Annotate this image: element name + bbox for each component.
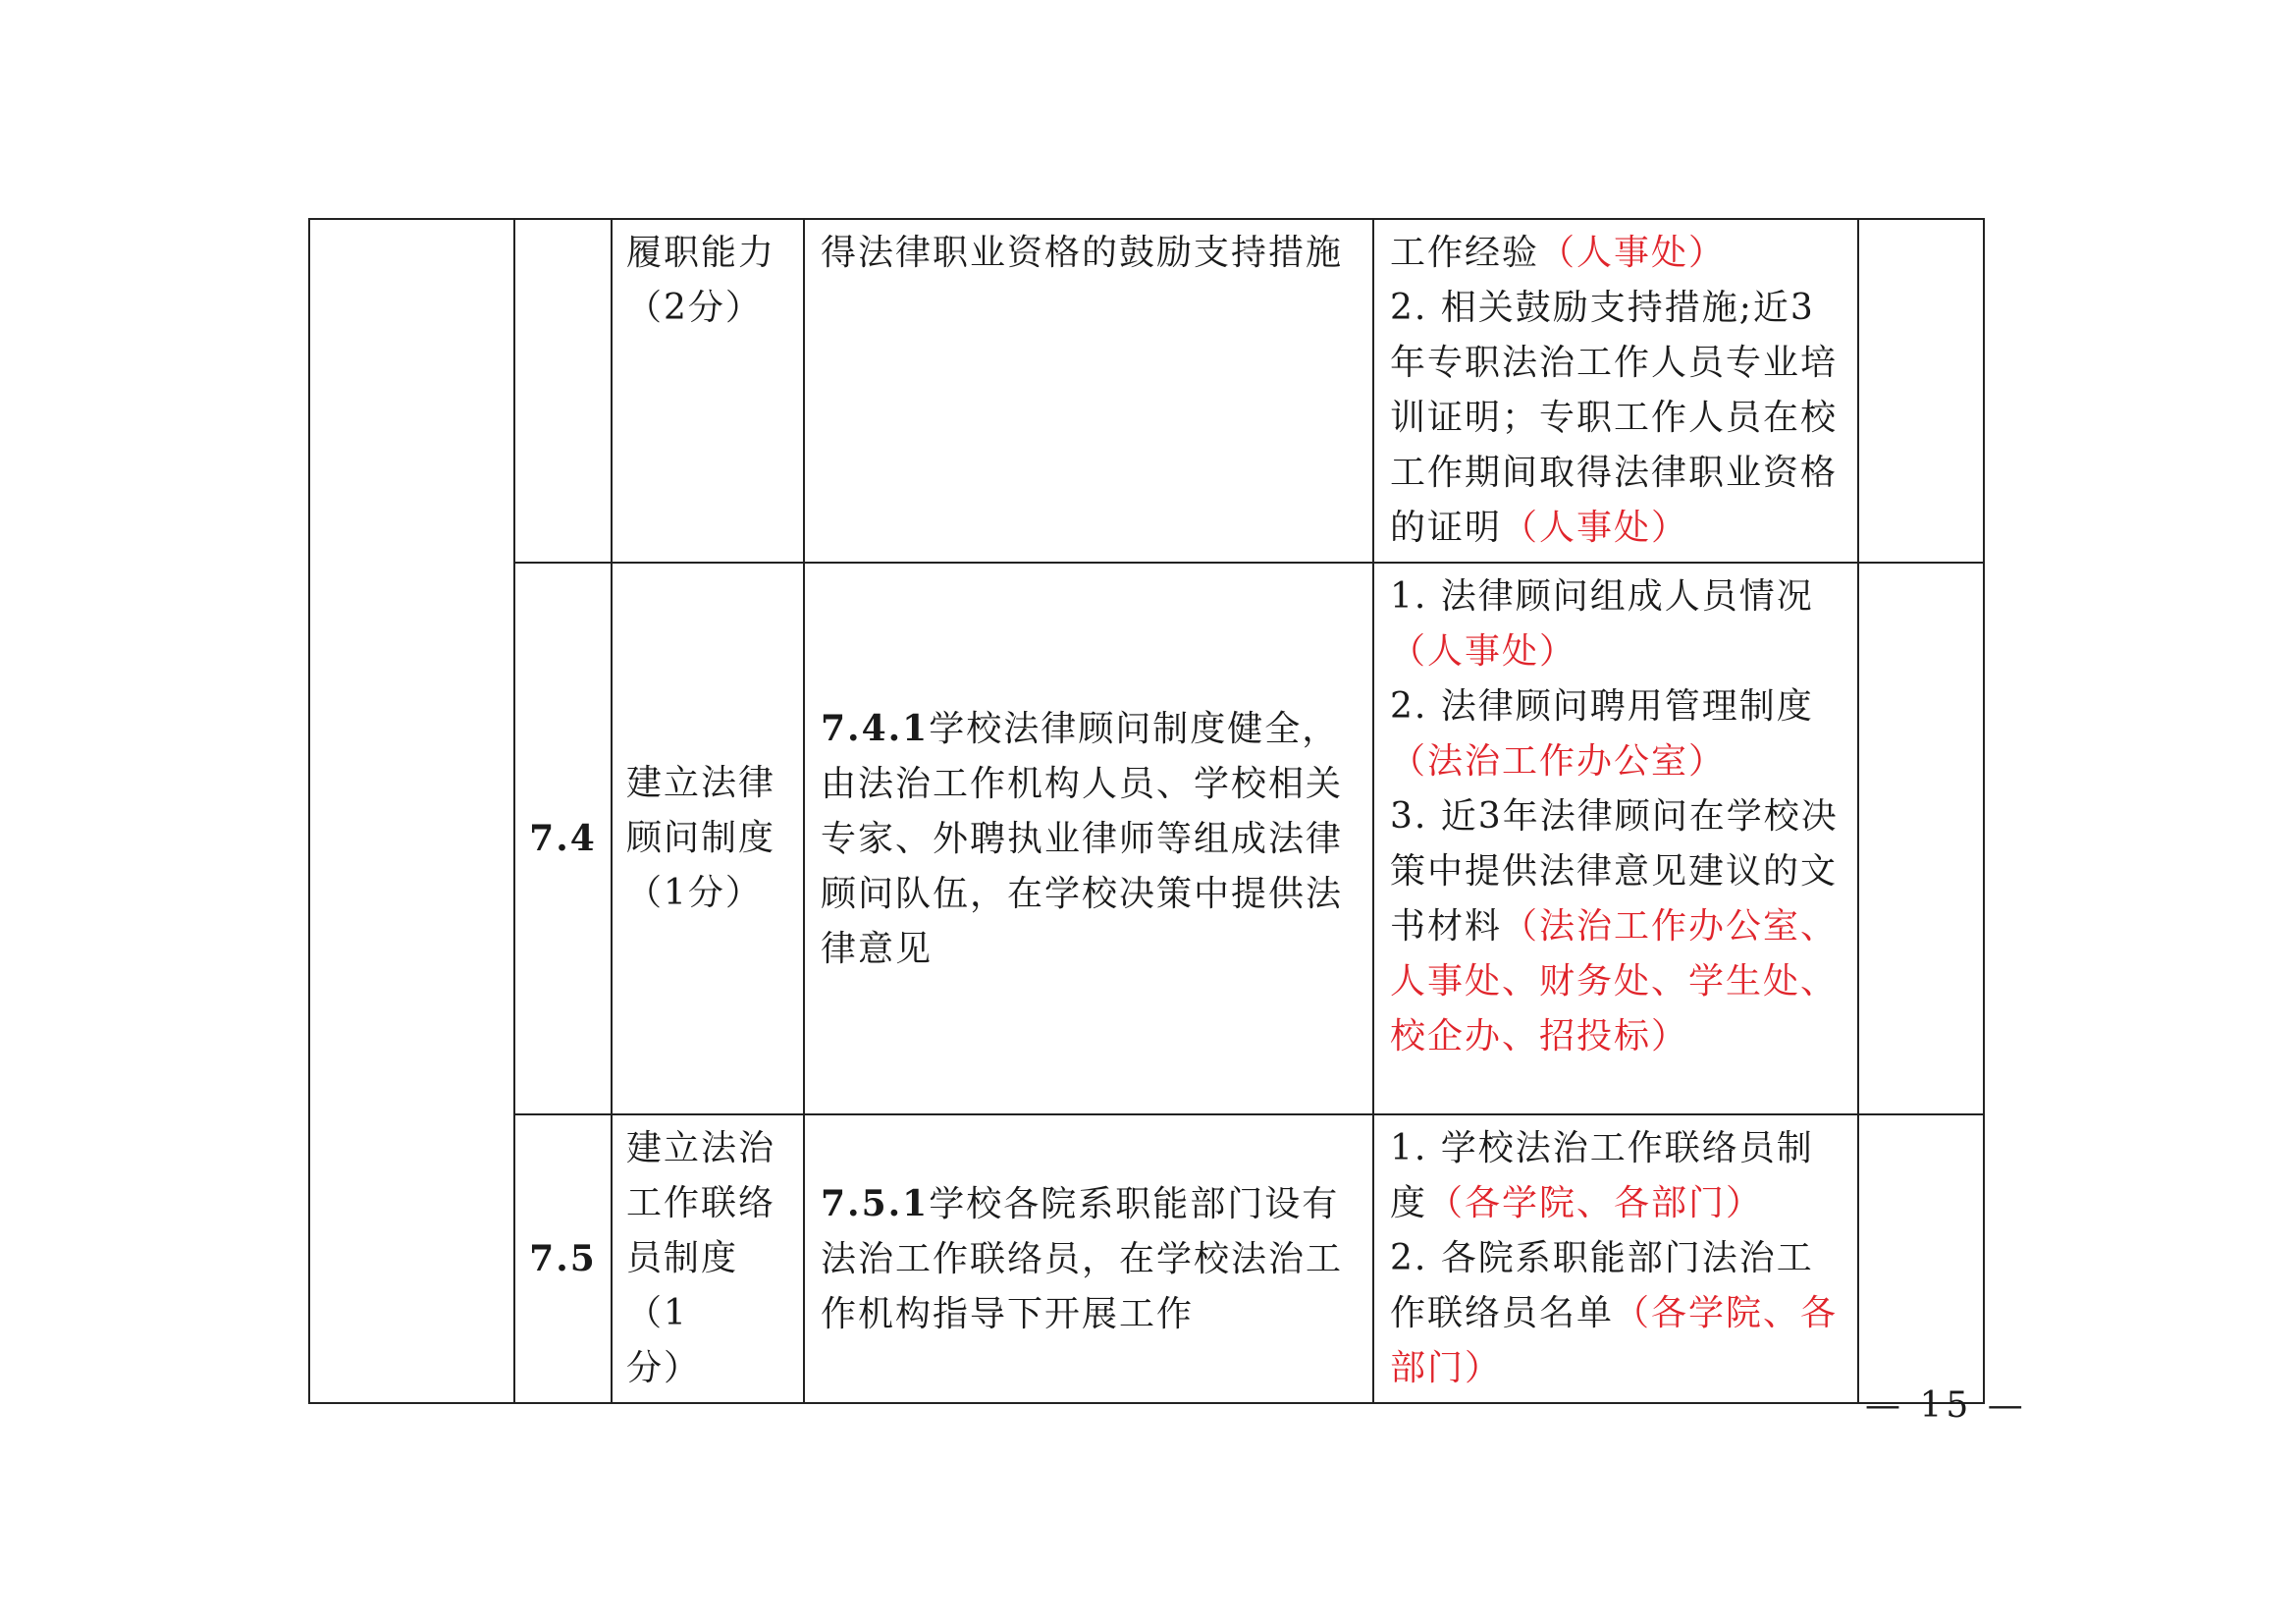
evidence-text: 1. 学校法治工作联络员制度 [1390,1128,1814,1223]
evidence-item [1390,789,1842,1064]
responsible-dept: （法治工作办公室、人事处、财务处、学生处、校企办、招投标） [1390,906,1839,1056]
criterion-text: 学校法律顾问制度健全，由法治工作机构人员、学校相关专家、外聘执业律师等组成法律顾问队伍，在学校决策中提供法律意见 [821,708,1344,969]
item-name-line: 顾问制度 [626,818,776,858]
remarks-cell [1858,563,1984,1114]
evaluation-table [308,218,1985,1404]
remarks-cell [1858,1114,1984,1403]
evidence-text: 工作经验 [1390,233,1540,273]
criterion-cell [804,219,1373,563]
item-name-line: 建立法律 [626,763,776,803]
item-name-cell [612,1114,804,1403]
item-score-line: （1分） [626,873,763,913]
table-row-7-4 [309,563,1984,1114]
item-name-line: 建立法治 [626,1128,776,1168]
criterion-code: 7.4.1 [821,707,930,749]
item-name-cell [612,219,804,563]
evidence-cell [1373,563,1858,1114]
evidence-item [1390,679,1842,789]
category-cell [309,219,514,1403]
table-row-continued [309,219,1984,563]
evidence-item [1390,569,1842,679]
page-number: — 15 — [1865,1385,2027,1426]
responsible-dept: （人事处） [1539,233,1727,273]
item-score-line: （2分） [626,288,763,328]
evidence-item [1390,281,1842,556]
item-name-line: 员制度（1 [626,1238,739,1333]
item-name-line: 履职能力 [626,233,776,273]
table-row-7-5 [309,1114,1984,1403]
criterion-text: 得法律职业资格的鼓励支持措施 [821,233,1344,273]
responsible-dept: （人事处） [1390,631,1577,672]
evidence-item [1390,226,1842,281]
evidence-text: 2. 法律顾问聘用管理制度 [1390,686,1814,727]
evidence-cell [1373,1114,1858,1403]
responsible-dept: （各学院、各部门） [1427,1183,1764,1223]
item-name-line: 工作联络 [626,1183,776,1223]
evidence-text: 2. 相关鼓励支持措施;近3年专职法治工作人员专业培训证明；专职工作人员在校工作期间取得法律职业资格的证明 [1390,288,1839,548]
responsible-dept: （人事处） [1502,508,1689,548]
evidence-cell [1373,219,1858,563]
item-number: 7.4 [514,563,612,1114]
item-score-line: 分） [626,1348,702,1388]
evidence-item [1390,1121,1842,1231]
number-cell [514,219,612,563]
criterion-cell [804,563,1373,1114]
responsible-dept: （法治工作办公室） [1390,741,1727,782]
criterion-code: 7.5.1 [821,1182,930,1224]
evidence-item [1390,1231,1842,1396]
item-name-cell [612,563,804,1114]
item-number: 7.5 [514,1114,612,1403]
evidence-text: 1. 法律顾问组成人员情况 [1390,576,1814,617]
remarks-cell [1858,219,1984,563]
evidence-text: 3. 近3年法律顾问在学校决策中提供法律意见建议的文书材料 [1390,796,1839,947]
evidence-text: 2. 各院系职能部门法治工作联络员名单 [1390,1238,1814,1333]
criterion-cell [804,1114,1373,1403]
responsible-dept: （各学院、各部门） [1390,1293,1839,1388]
criterion-text: 学校各院系职能部门设有法治工作联络员，在学校法治工作机构指导下开展工作 [821,1183,1344,1334]
